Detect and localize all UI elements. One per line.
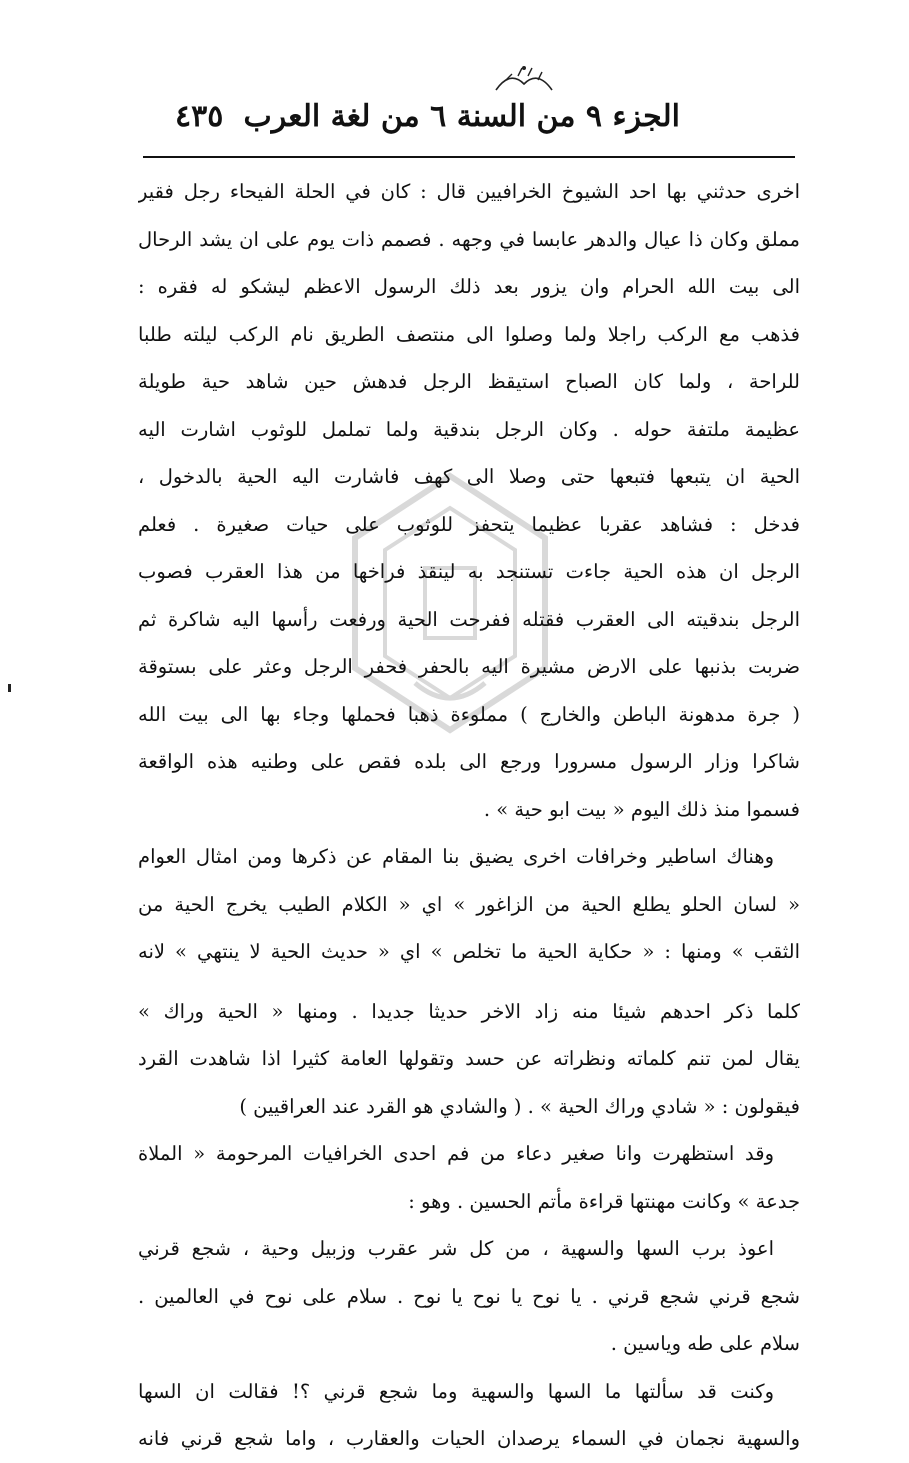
- text-line: الى بيت الله الحرام وان يزور بعد ذلك الرسول الاعظم ليشكو له فقره :: [138, 275, 800, 298]
- text-line: الرجل ان هذه الحية جاءت تستنجد به لينقذ فراخها من هذا العقرب فصوب: [138, 560, 800, 583]
- text-line: الثقب » ومنها : « حكاية الحية ما تخلص » اي « حديث الحية لا ينتهي » لانه: [138, 940, 800, 963]
- text-line: وهناك اساطير وخرافات اخرى يضيق بنا المقام عن ذكرها ومن امثال العوام: [138, 845, 774, 868]
- text-line: فدخل : فشاهد عقربا عظيما يتحفز للوثوب على حيات صغيرة . فعلم: [138, 512, 800, 536]
- text-line: الحية ان يتبعها فتبعها حتى وصلا الى كهف فاشارت اليه الحية بالدخول ،: [138, 465, 800, 488]
- text-line: ضربت بذنبها على الارض مشيرة اليه بالحفر فحفر الرجل وعثر على بستوقة: [138, 655, 800, 678]
- text-line: للراحة ، ولما كان الصباح استيقظ الرجل فدهش حين شاهد حية طويلة: [138, 370, 800, 393]
- text-line: اخرى حدثني بها احد الشيوخ الخرافيين قال : كان في الحلة الفيحاء رجل فقير: [138, 180, 800, 203]
- text-line: شاكرا وزار الرسول مسرورا ورجع الى بلده فقص على وطنيه هذه الواقعة: [138, 750, 800, 773]
- text-line: « لسان الحلو يطلع الحية من الزاغور » اي « الكلام الطيب يخرج الحية من: [138, 892, 800, 916]
- text-line: فسموا منذ ذلك اليوم « بيت ابو حية » .: [483, 797, 800, 821]
- text-line: مملق وكان ذا عيال والدهر عابسا في وجهه . فصمم ذات يوم على ان يشد الرحال: [138, 227, 800, 251]
- running-title: الجزء ٩ من السنة ٦ من لغة العرب: [243, 99, 680, 134]
- text-line: فيقولون : « شادي وراك الحية » . ( والشادي هو القرد عند العراقيين ): [239, 1094, 800, 1118]
- text-line: الرجل بندقيته الى العقرب فقتله ففرحت الحية ورفعت رأسها اليه شاكرة ثم: [138, 607, 800, 631]
- text-line: سلام على طه وياسين .: [610, 1332, 800, 1355]
- header-rule: [143, 156, 795, 158]
- text-line: وقد استظهرت وانا صغير دعاء من فم احدى الخرافيات المرحومة « الملاة: [138, 1142, 774, 1165]
- page-number: ٤٣٥: [175, 99, 224, 134]
- text-line: وكنت قد سألتها ما السها والسهية وما شجع قرني ؟! فقالت ان السها: [138, 1379, 774, 1403]
- text-line: ( جرة مدهونة الباطن والخارج ) مملوءة ذهبا فحملها وجاء بها الى بيت الله: [138, 702, 800, 726]
- margin-mark: [8, 684, 11, 692]
- body-text: [138, 168, 800, 1463]
- header-ornament: [492, 62, 556, 96]
- text-line: جدعة » وكانت مهنتها قراءة مأتم الحسين . وهو :: [408, 1189, 800, 1213]
- text-line: يقال لمن تنم كلماته ونظراته عن حسد وتقولها العامة كثيرا اذا شاهدت القرد: [138, 1047, 800, 1070]
- text-line: والسهية نجمان في السماء يرصدان الحيات والعقارب ، واما شجع قرني فانه: [138, 1427, 800, 1450]
- line-gap: [138, 976, 800, 988]
- text-line: فذهب مع الركب راجلا ولما وصلوا الى منتصف الطريق نام الركب ليلته طلبا: [138, 322, 800, 346]
- page-header: [175, 95, 680, 145]
- text-line: كلما ذكر احدهم شيئا منه زاد الاخر حديثا جديدا . ومنها « الحية وراك »: [138, 999, 800, 1023]
- text-line: شجع قرني شجع قرني . يا نوح يا نوح يا نوح . سلام على نوح في العالمين .: [138, 1284, 800, 1308]
- text-line: اعوذ برب السها والسهية ، من كل شر عقرب وزبيل وحية ، شجع قرني: [138, 1237, 774, 1260]
- text-line: عظيمة ملتفة حوله . وكان الرجل بندقية ولما تململ للوثوب اشارت اليه: [138, 417, 800, 441]
